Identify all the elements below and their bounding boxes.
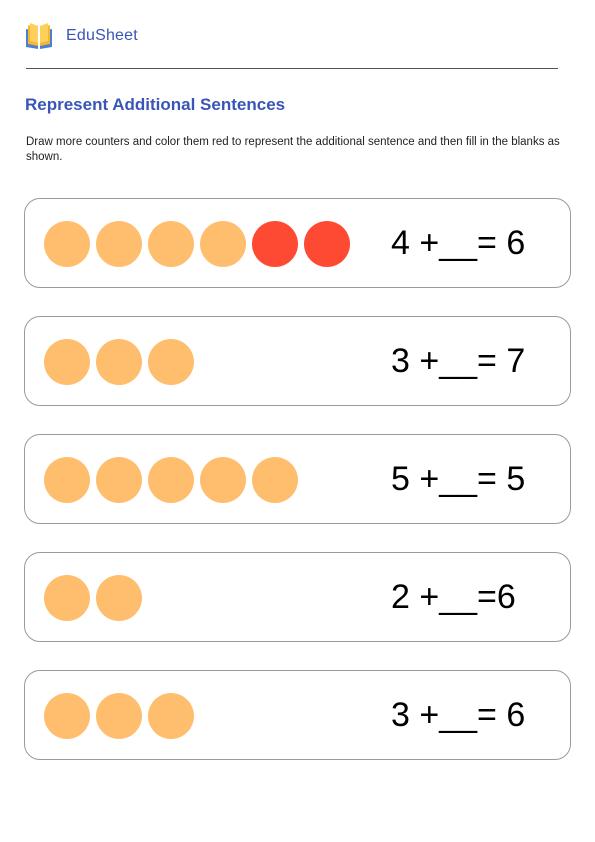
header <box>24 20 138 52</box>
equation: 3 +__= 7 <box>391 342 526 380</box>
counter-orange <box>44 339 90 385</box>
open-book-icon <box>24 21 54 51</box>
counter-orange <box>96 693 142 739</box>
counter-orange <box>252 457 298 503</box>
counter-orange <box>96 339 142 385</box>
counter-orange <box>148 457 194 503</box>
counter-group <box>44 457 304 503</box>
header-divider <box>26 68 558 69</box>
counter-orange <box>44 575 90 621</box>
counter-orange <box>200 457 246 503</box>
worksheet-title: Represent Additional Sentences <box>25 95 286 114</box>
exercise-row <box>24 316 571 406</box>
counter-orange <box>44 457 90 503</box>
equation: 5 +__= 5 <box>391 460 526 498</box>
counter-orange <box>96 457 142 503</box>
exercise-row <box>24 198 571 288</box>
worksheet-instructions: Draw more counters and color them red to represent the additional sentence and then fill in the blanks as shown. <box>26 136 560 163</box>
counter-orange <box>148 693 194 739</box>
counter-orange <box>44 693 90 739</box>
equation: 3 +__= 6 <box>391 696 526 734</box>
counter-red <box>304 221 350 267</box>
counter-group <box>44 339 200 385</box>
counter-group <box>44 693 200 739</box>
exercise-row <box>24 434 571 524</box>
equation: 2 +__=6 <box>391 578 516 616</box>
counter-orange <box>148 221 194 267</box>
counter-group <box>44 221 356 267</box>
counter-group <box>44 575 148 621</box>
counter-red <box>252 221 298 267</box>
equation: 4 +__= 6 <box>391 224 526 262</box>
counter-orange <box>44 221 90 267</box>
counter-orange <box>96 221 142 267</box>
exercise-row <box>24 552 571 642</box>
exercise-row <box>24 670 571 760</box>
brand-name: EduSheet <box>66 27 138 44</box>
counter-orange <box>96 575 142 621</box>
counter-orange <box>200 221 246 267</box>
counter-orange <box>148 339 194 385</box>
exercise-list <box>24 198 571 788</box>
